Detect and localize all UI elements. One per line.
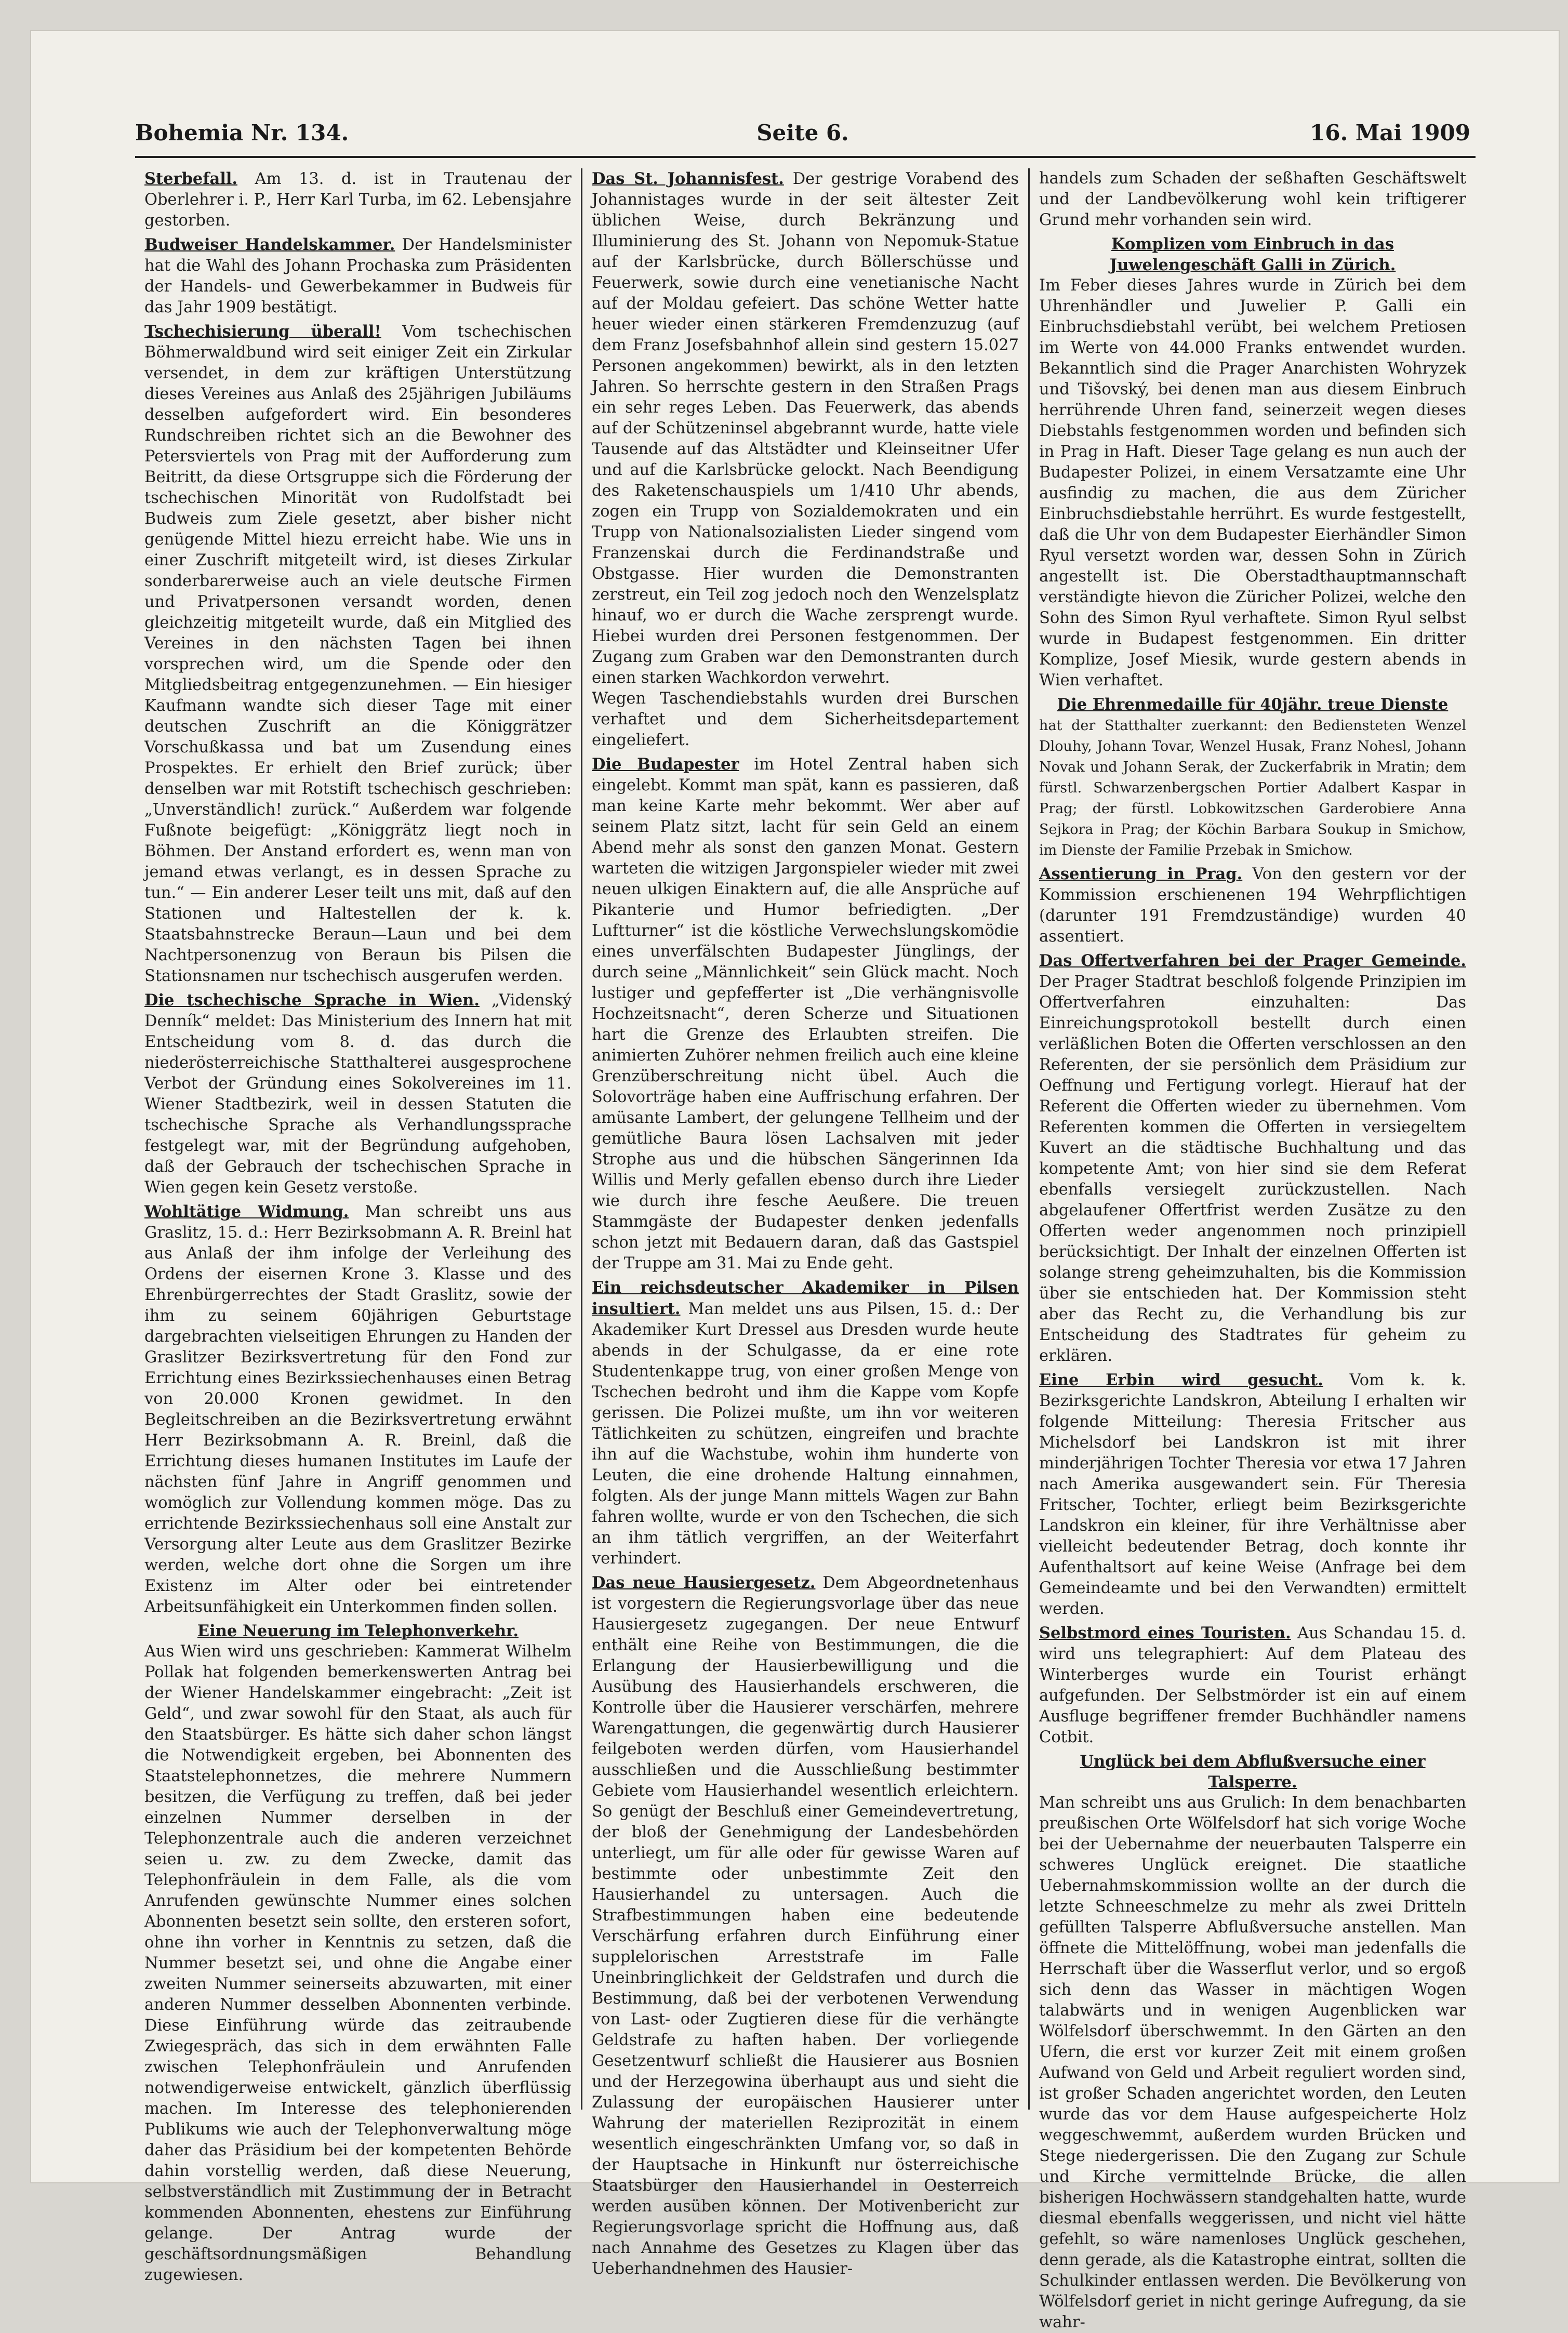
article-heading: Eine Neuerung im Telephonverkehr. (197, 1622, 519, 1640)
article-body: Vom k. k. Bezirksgerichte Landskron, Abteilung I erhalten wir folgende Mitteilung: Theresia Fritscher aus Michelsdorf bei Landskron ist mit ihrer minderjährigen Tochter Theresia vor etwa 17 Jahren nach Amerika ausgewandert sein. Für Theresia Fritscher, Tochter, erliegt beim Bezirksgerichte Landskron ein kleiner, für ihre Verhältnisse aber vielleicht bedeutender Betrag, doch konnte ihr Aufenthaltsort auf keine Weise (Anfrage bei dem Gemeindeamte und bei den Verwandten) ermittelt werden. (1039, 1371, 1466, 1618)
article-hausiergesetz-continued (1039, 168, 1466, 231)
article-hausiergesetz (592, 1572, 1019, 2279)
article-body: Dem Abgeordnetenhaus ist vorgestern die Regierungsvorlage über das neue Hausiergesetz zugegangen. Der neue Entwurf enthält eine Reihe von Bestimmungen, die die Erlangung der Hausierbewilligung und die Ausübung des Hausierhandels erschweren, die Kontrolle über die Hausierer verschärfen, mehrere Warengattungen, die gegenwärtig durch Hausierer feilgeboten werden dürfen, vom Hausierhandel ausschließen und die Ausschließung bestimmter Gebiete vom Hausierhandel wesentlich erleichtern. So genügt der Beschluß einer Gemeindevertretung, der bloß der Genehmigung der Landesbehörden unterliegt, um für alle oder für gewisse Waren auf bestimmte oder unbestimmte Zeit den Hausierhandel zu untersagen. Auch die Strafbestimmungen haben eine bedeutende Verschärfung erfahren durch Einführung einer supplelorischen Arreststrafe im Falle Uneinbringlichkeit der Geldstrafen und durch die Bestimmung, daß bei der verbotenen Verwendung von Last- oder Zugtieren diese für die verhängte Geldstrafe zu haften haben. Der vorliegende Gesetzentwurf schließt die Hausierer aus Bosnien und der Herzegowina überhaupt aus und sieht die Zulassung der europäischen Hausierer unter Wahrung der materiellen Reziprozität in einem wesentlich eingeschränkten Umfang vor, so daß in der Hauptsache in Hinkunft nur österreichische Staatsbürger den Hausierhandel in Oesterreich werden ausüben können. Der Motivenbericht zur Regierungsvorlage spricht die Hoffnung aus, daß nach Annahme des Gesetzes zu Klagen über das Ueberhandnehmen des Hausier- (592, 1574, 1019, 2278)
article-body: hat der Statthalter zuerkannt: den Bediensteten Wenzel Dlouhy, Johann Tovar, Wenzel Husak, Franz Nohesl, Johann Novak und Johann Serak, der Zuckerfabrik in Mratin; dem fürstl. Schwarzenbergschen Portier Adalbert Kaspar in Prag; der fürstl. Lobkowitzschen Garderobiere Anna Sejkora in Prag; der Köchin Barbara Soukup in Smichow, im Dienste der Familie Przebak in Smichow. (1039, 718, 1466, 858)
article-heading: Unglück bei dem Abflußversuche einer Talsperre. (1080, 1752, 1426, 1792)
article-sterbefall (144, 168, 572, 231)
columns (135, 156, 1476, 2331)
article-body: Aus Schandau 15. d. wird uns telegraphiert: Auf dem Plateau des Winterberges wurde ein Tourist erhängt aufgefunden. Der Selbstmörder ist ein auf einem Ausfluge begriffener fremder Buchhändler namens Cotbit. (1039, 1624, 1466, 1746)
article-talsperre (1039, 1751, 1466, 2333)
article-heading: Selbstmord eines Touristen. (1039, 1624, 1291, 1642)
article-heading: Das St. Johannisfest. (592, 169, 784, 188)
article-body: handels zum Schaden der seßhaften Geschäftswelt und der Landbevölkerung wohl kein triftigerer Grund mehr vorhanden sein wird. (1039, 169, 1466, 229)
article-tschechisierung (144, 321, 572, 987)
article-body: Man schreibt uns aus Graslitz, 15. d.: Herr Bezirksobmann A. R. Breinl hat aus Anlaß der ihm infolge der Verleihung des Ordens der eisernen Krone 3. Klasse und des Ehrenbürgerrechtes der Stadt Graslitz, sowie der ihm zu seinem 60jährigen Geburtstage dargebrachten vielseitigen Ehrungen zu Handen der Graslitzer Bezirksvertretung für den Fond zur Errichtung eines Bezirkssiechenhauses einen Betrag von 20.000 Kronen gewidmet. In den Begleitschreiben an die Bezirksvertretung erwähnt Herr Bezirksobmann A. R. Breinl, daß die Errichtung dieses humanen Institutes im Laufe der nächsten fünf Jahre in Angriff genommen und womöglich zur Vollendung kommen möge. Das zu errichtende Bezirkssiechenhaus soll eine Anstalt zur Versorgung alter Leute aus dem Graslitzer Bezirke werden, welche dort ohne die Sorgen um ihre Existenz im Alter oder bei eintretender Arbeitsunfähigkeit ein Unterkommen finden sollen. (144, 1203, 572, 1616)
article-body: Der gestrige Vorabend des Johannistages wurde in der seit ältester Zeit üblichen Weise, durch Bekränzung und Illuminierung des St. Johann von Nepomuk-Statue auf der Karlsbrücke, durch Böllerschüsse und Feuerwerk, sowie durch eine venetianische Nacht auf der Moldau gefeiert. Das schöne Wetter hatte heuer wieder einen stärkeren Fremdenzuzug (auf dem Franz Josefsbahnhof allein sind gestern 15.027 Personen angekommen) bewirkt, als in den letzten Jahren. So herrschte gestern in den Straßen Prags ein sehr reges Leben. Das Feuerwerk, das abends auf der Schützeninsel abgebrannt wurde, hatte viele Tausende auf das Altstädter und Kleinseitner Ufer und auf die Karlsbrücke gelockt. Nach Beendigung des Raketenschauspiels um 1/410 Uhr abends, zogen ein Trupp von Sozialdemokraten und ein Trupp von Nationalsozialisten Lieder singend vom Franzenskai durch die Ferdinandstraße und Obstgasse. Hier wurden die Demonstranten zerstreut, ein Teil zog jedoch noch den Wenzelsplatz hinauf, wo er durch die Wache zersprengt wurde. Hiebei wurden drei Personen festgenommen. Der Zugang zum Graben war den Demonstranten durch einen starken Wachkordon verwehrt. (592, 170, 1019, 687)
article-heading: Tschechisierung überall! (144, 322, 381, 341)
article-heading: Eine Erbin wird gesucht. (1039, 1371, 1323, 1389)
article-body: im Hotel Zentral haben sich eingelebt. Kommt man spät, kann es passieren, daß man keine Karte mehr bekommt. Wer aber auf seinem Platz sitzt, lacht für sein Geld an einem Abend mehr als sonst den ganzen Monat. Gestern warteten die witzigen Jargonspieler wieder mit zwei neuen ulkigen Einaktern auf, die alle Ansprüche auf Pikanterie und Humor befriedigten. „Der Luftturner“ ist die köstliche Verwechslungskomödie eines unverfälschten Budapester Jünglings, der durch seine „Männlichkeit“ sein Glück macht. Noch lustiger und gepfefferter ist „Die verhängnisvolle Hochzeitsnacht“, deren Scherze und Situationen hart die Grenze des Erlaubten streifen. Die animierten Zuhörer nehmen freilich auch eine kleine Grenzüberschreitung nicht übel. Auch die Solovorträge haben eine Auffrischung erfahren. Der amüsante Lambert, der gelungene Tellheim und der gemütliche Baura lösen Lachsalven mit jeder Strophe aus und die hübschen Sängerinnen Ida Willis und Merly gefallen ebenso durch ihre Lieder wie durch ihre fesche Aeußere. Die treuen Stammgäste der Budapester denken jedenfalls schon jetzt mit Bedauern daran, daß das Gastspiel der Truppe am 31. Mai zu Ende geht. (592, 755, 1019, 1272)
article-body: Man meldet uns aus Pilsen, 15. d.: Der Akademiker Kurt Dressel aus Dresden wurde heute abends in der Schulgasse, da er eine rote Studentenkappe trug, von einer großen Menge von Tschechen bedroht und ihm die Kappe vom Kopfe gerissen. Die Polizei mußte, um ihn vor weiteren Tätlichkeiten zu schützen, eingreifen und brachte ihn auf die Wachstube, wohin ihm hunderte von Leuten, die eine drohende Haltung einnahmen, folgten. Als der junge Mann mittels Wagen zur Bahn fahren wollte, wurde er von den Tschechen, die sich an ihm tätlich vergriffen, an der Weiterfahrt verhindert. (592, 1300, 1019, 1568)
article-budapester (592, 754, 1019, 1274)
article-telephonverkehr (144, 1621, 572, 2286)
article-heading: Assentierung in Prag. (1039, 865, 1243, 883)
article-body: Von den gestern vor der Kommission erschienenen 194 Wehrpflichtigen (darunter 191 Fremdzuständige) wurden 40 assentiert. (1039, 865, 1467, 946)
page-header (135, 112, 1470, 153)
article-ehrenmedaille (1039, 694, 1466, 860)
article-body: Der Prager Stadtrat beschloß folgende Prinzipien im Offertverfahren einzuhalten: Das Einreichungsprotokoll bestellt durch einen verläßlichen Boten die Offerten verschlossen an den Referenten, der sie persönlich dem Präsidium zur Oeffnung und Fertigung vorlegt. Hierauf hat der Referent die Offerten wieder zu übernehmen. Vom Referenten kommen die Offerten in versiegeltem Kuvert an die städtische Buchhaltung und das kompetente Amt; von hier sind sie dem Referat ebenfalls versiegelt zurückzustellen. Nach abgelaufener Offertfrist werden Zusätze zu den Offerten weder angenommen noch prinzipiell berücksichtigt. Der Inhalt der einzelnen Offerten ist solange streng geheimzuhalten, bis die Kommission über sie entschieden hat. Der Kommission steht aber das Recht zu, die Verhandlung bis zur Entscheidung des Stadtrates für geheim zu erklären. (1039, 973, 1466, 1365)
article-selbstmord-tourist (1039, 1623, 1466, 1748)
article-paragraph: Wegen Taschendiebstahls wurden drei Burschen verhaftet und dem Sicherheitsdepartement eingeliefert. (592, 690, 1019, 749)
header-date: 16. Mai 1909 (1310, 120, 1470, 145)
article-heading: Wohltätige Widmung. (144, 1202, 349, 1221)
header-masthead: Bohemia Nr. 134. (135, 120, 349, 145)
article-heading: Sterbefall. (144, 169, 237, 188)
article-body: Aus Wien wird uns geschrieben: Kammerat Wilhelm Pollak hat folgenden bemerkenswerten Antrag bei der Wiener Handelskammer eingebracht: „Zeit ist Geld“, und zwar sowohl für den Staat, als auch für den Staatsbürger. Es hätte sich daher schon längst die Notwendigkeit ergeben, bei Abonnenten des Staatstelephonnetzes, die mehrere Nummern besitzen, die Verfügung zu treffen, daß bei jeder einzelnen Nummer derselben in der Telephonzentrale auch die anderen verzeichnet seien u. zw. zu dem Zwecke, damit das Telephonfräulein in dem Falle, als die vom Anrufenden gewünschte Nummer eines solchen Abonnenten besetzt sein sollte, den ersteren sofort, ohne ihn vorher in Kenntnis zu setzen, daß die Nummer besetzt sei, und ohne die Angabe einer zweiten Nummer seinerseits abzuwarten, mit einer anderen Nummer desselben Abonnenten verbinde. Diese Einführung würde das zeitraubende Zwiegespräch, das sich in dem erwähnten Falle zwischen Telephonfräulein und Anrufenden notwendigerweise entwickelt, gänzlich überflüssig machen. Im Interesse des telephonierenden Publikums wie auch der Telephonverwaltung möge daher das Präsidium bei der kompetenten Behörde dahin vorstellig werden, daß diese Neuerung, selbstverständlich mit Zustimmung der in Betracht kommenden Abonnenten, ehestens zur Einführung gelange. Der Antrag wurde der geschäftsordnungsmäßigen Behandlung zugewiesen. (144, 1642, 572, 2284)
article-heading: Budweiser Handelskammer. (144, 235, 395, 254)
article-heading: Die tschechische Sprache in Wien. (144, 991, 480, 1010)
article-body: Vom tschechischen Böhmerwaldbund wird seit einiger Zeit ein Zirkular versendet, in dem zur kräftigen Unterstützung dieses Vereines aus Anlaß des 25jährigen Jubiläums desselben aufgefordert wird. Ein besonderes Rundschreiben richtet sich an die Bewohner des Petersviertels von Prag mit der Aufforderung zum Beitritt, da diese Ortsgruppe sich die Förderung der tschechischen Minorität von Rudolfstadt bei Budweis zum Ziele gesetzt, aber bisher nicht genügende Mittel hiezu erreicht habe. Wie uns in einer Zuschrift mitgeteilt wird, ist dieses Zirkular sonderbarerweise auch an viele deutsche Firmen und Privatpersonen versandt worden, denen gleichzeitig mitgeteilt wurde, daß ein Mitglied des Vereines in den nächsten Tagen bei ihnen vorsprechen wird, um die Spende oder den Mitgliedsbeitrag entgegenzunehmen. — Ein hiesiger Kaufmann wandte sich dieser Tage mit einer deutschen Zuschrift an die Königgrätzer Vorschußkassa und bat um Zusendung eines Prospektes. Er erhielt den Brief zurück; über denselben war mit Rotstift tschechisch geschrieben: „Unverständlich! zurück.“ Außerdem war folgende Fußnote beigefügt: „Königgrätz liegt noch in Böhmen. Der Anstand erfordert es, wenn man von jemand etwas verlangt, es in dessen Sprache zu tun.“ — Ein anderer Leser teilt uns mit, daß auf den Stationen und Haltestellen der k. k. Staatsbahnstrecke Beraun—Laun und bei dem Nachtpersonenzug von Beraun bis Pilsen die Stationsnamen nur tschechisch ausgerufen werden. (144, 323, 572, 985)
article-heading: Die Ehrenmedaille für 40jähr. treue Dienste (1057, 695, 1449, 714)
article-johannisfest (592, 168, 1019, 751)
article-tschechische-sprache-wien (144, 990, 572, 1198)
column-1 (135, 168, 581, 2284)
article-offertverfahren (1039, 950, 1466, 1367)
article-wohltaetige-widmung (144, 1201, 572, 1618)
article-budweiser-handelskammer (144, 234, 572, 318)
column-3 (1028, 168, 1476, 2331)
article-heading: Komplizen vom Einbruch in das Juwelengeschäft Galli in Zürich. (1109, 235, 1396, 274)
article-body: Am 13. d. ist in Trautenau der Oberlehrer i. P., Herr Karl Turba, im 62. Lebensjahre gestorben. (144, 170, 572, 230)
article-heading: Das Offertverfahren bei der Prager Gemeinde. (1039, 951, 1466, 970)
article-assentierung (1039, 864, 1466, 947)
header-page-number: Seite 6. (756, 120, 849, 145)
article-body: Der Handelsminister hat die Wahl des Johann Prochaska zum Präsidenten der Handels- und Gewerbekammer in Budweis für das Jahr 1909 bestätigt. (144, 236, 572, 316)
article-heading: Das neue Hausiergesetz. (592, 1573, 816, 1592)
article-heading: Die Budapester (592, 755, 739, 774)
article-komplizen-zuerich (1039, 234, 1466, 691)
article-body: Im Feber dieses Jahres wurde in Zürich bei dem Uhrenhändler und Juwelier P. Galli ein Einbruchsdiebstahl verübt, bei welchem Pretiosen im Werte von 44.000 Franks entwendet wurden. Bekanntlich sind die Prager Anarchisten Wohryzek und Tišovský, bei denen man aus diesem Einbruch herrührende Uhren fand, seinerzeit wegen dieses Diebstahls festgenommen worden und befinden sich in Prag in Haft. Dieser Tage gelang es nun auch der Budapester Polizei, in einem Versatzamte eine Uhr ausfindig zu machen, die aus dem Züricher Einbruchsdiebstahle herrührt. Es wurde festgestellt, daß die Uhr von dem Budapester Eierhändler Simon Ryul versetzt worden war, dessen Sohn in Zürich angestellt ist. Die Oberstadthauptmannschaft verständigte hievon die Züricher Polizei, welche den Sohn des Simon Ryul verhaftete. Simon Ryul selbst wurde in Budapest festgenommen. Ein dritter Komplize, Josef Miesik, wurde gestern abends in Wien verhaftet. (1039, 276, 1466, 690)
newspaper-page (31, 31, 1559, 2331)
article-heading: Ein reichsdeutscher Akademiker in Pilsen insultiert. (592, 1278, 1019, 1318)
article-body: „Videnský Denník“ meldet: Das Ministerium des Innern hat mit Entscheidung vom 8. d. das durch die niederösterreichische Statthalterei ausgesprochene Verbot der Gründung eines Sokolvereines im 11. Wiener Stadtbezirk, weil in dessen Statuten die tschechische Sprache als Verhandlungssprache festgelegt war, mit der Begründung aufgehoben, daß der Gebrauch der tschechischen Sprache in Wien gegen kein Gesetz verstoße. (144, 991, 572, 1197)
article-akademiker-pilsen (592, 1277, 1019, 1569)
article-erbin-gesucht (1039, 1370, 1466, 1620)
article-body: Man schreibt uns aus Grulich: In dem benachbarten preußischen Orte Wölfelsdorf hat sich vorige Woche bei der Uebernahme der neuerbauten Talsperre ein schweres Unglück ereignet. Die staatliche Uebernahmskommission wollte an der durch die letzte Schneeschmelze zu mehr als zwei Dritteln gefüllten Talsperre Abflußversuche anstellen. Man öffnete die Mittelöffnung, wobei man jedenfalls die Herrschaft über die Wasserflut verlor, und so ergoß sich denn das Wasser in mächtigen Wogen talabwärts und in wenigen Augenblicken war Wölfelsdorf überschwemmt. In den Gärten an den Ufern, die erst vor kurzer Zeit mit einem großen Aufwand von Geld und Arbeit reguliert worden sind, ist großer Schaden angerichtet worden, den Leuten wurde das vor dem Hause aufgespeicherte Holz weggeschwemmt, außerdem wurden Brücken und Stege niedergerissen. Die den Zugang zur Schule und Kirche vermittelnde Brücke, die allen bisherigen Hochwässern standgehalten hatte, wurde diesmal ebenfalls weggerissen, und nicht viel hätte gefehlt, so wäre namenloses Unglück geschehen, denn gerade, als die Katastrophe eintrat, sollten die Schulkinder entlassen werden. Die Bevölkerung von Wölfelsdorf geriet in nicht geringe Aufregung, da sie wahr- (1039, 1794, 1466, 2331)
column-2 (581, 168, 1028, 2278)
